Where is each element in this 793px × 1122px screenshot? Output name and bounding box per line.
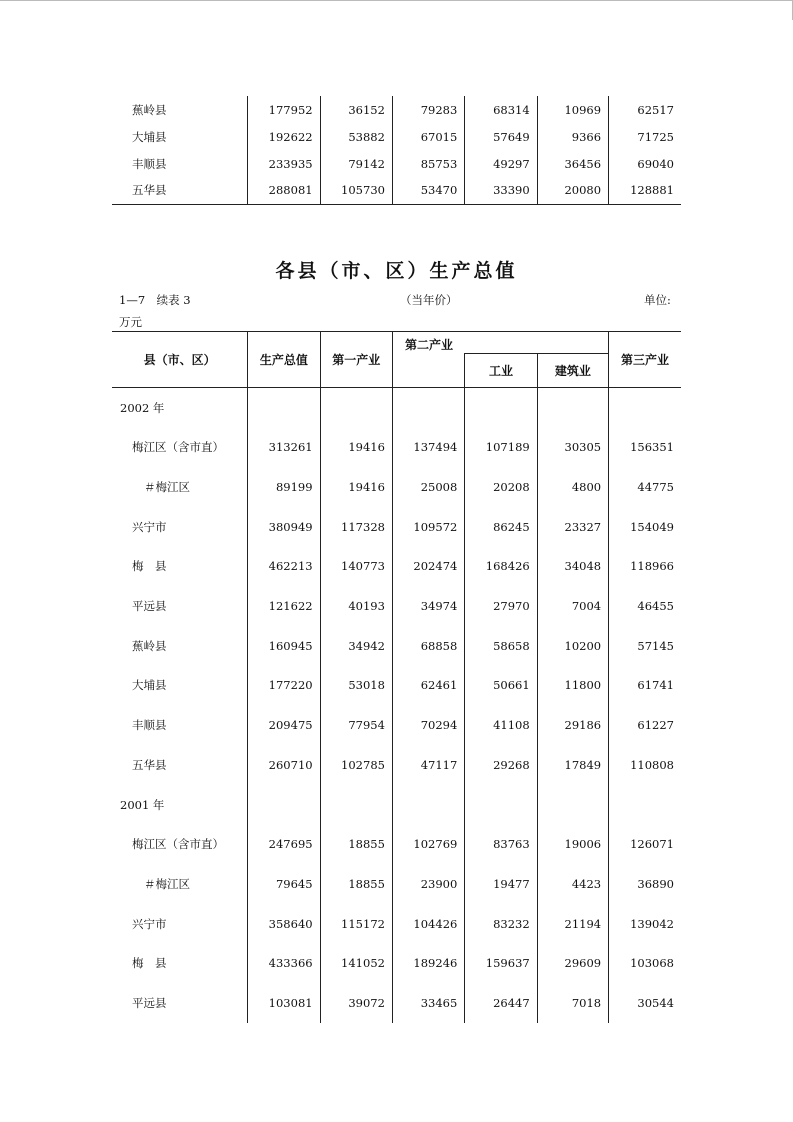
year-row [112,388,681,428]
primary-cell [320,388,392,428]
unit-value: 万元 [119,315,142,329]
tertiary-cell: 36890 [609,864,681,904]
county-name: ＃梅江区 [144,876,190,891]
continued-table-body [112,96,681,204]
industry-cell: 19477 [465,864,537,904]
secondary-cell: 70294 [392,705,464,745]
county-name: 大埔县 [132,678,167,693]
primary-cell [320,785,392,825]
industry-cell: 168426 [465,547,537,587]
table-row [112,467,681,507]
gdp-cell: 313261 [248,428,320,468]
header-secondary-total-cell [392,354,464,388]
construction-cell: 30305 [537,428,608,468]
table-row [112,547,681,587]
gdp-cell: 288081 [248,177,320,204]
tertiary-cell [609,388,681,428]
county-name: 蕉岭县 [132,102,167,117]
gdp-cell: 358640 [248,904,320,944]
construction-cell: 7004 [537,586,608,626]
construction-cell: 29609 [537,943,608,983]
primary-cell: 117328 [320,507,392,547]
table-row [112,507,681,547]
header-industry: 工业 [465,354,537,388]
table-row [112,666,681,706]
county-name: 兴宁市 [132,916,167,931]
tertiary-cell: 30544 [609,983,681,1023]
construction-cell: 29186 [537,705,608,745]
construction-cell [537,388,608,428]
county-name: 平远县 [132,995,167,1010]
secondary-cell: 25008 [392,467,464,507]
construction-cell: 20080 [537,177,608,204]
industry-cell: 159637 [465,943,537,983]
construction-cell: 34048 [537,547,608,587]
continued-table-top [112,96,681,205]
gdp-table [112,331,681,1023]
table-row [112,705,681,745]
construction-cell: 11800 [537,666,608,706]
tertiary-cell: 103068 [609,943,681,983]
table-row [112,904,681,944]
county-name: 丰顺县 [132,718,167,733]
header-primary: 第一产业 [320,332,392,388]
tertiary-cell: 44775 [609,467,681,507]
gdp-cell [248,388,320,428]
tertiary-cell: 156351 [609,428,681,468]
construction-cell: 4423 [537,864,608,904]
tertiary-cell: 71725 [609,123,681,150]
gdp-cell: 462213 [248,547,320,587]
gdp-cell: 121622 [248,586,320,626]
unit-label: 单位: [644,293,671,307]
construction-cell: 23327 [537,507,608,547]
tertiary-cell: 46455 [609,586,681,626]
secondary-cell: 137494 [392,428,464,468]
tertiary-cell: 139042 [609,904,681,944]
table-row [112,864,681,904]
industry-cell: 29268 [465,745,537,785]
page-edge [0,0,793,1]
gdp-cell: 103081 [248,983,320,1023]
construction-cell: 19006 [537,824,608,864]
secondary-cell: 68858 [392,626,464,666]
primary-cell: 105730 [320,177,392,204]
secondary-cell: 34974 [392,586,464,626]
industry-cell: 33390 [465,177,537,204]
construction-cell: 9366 [537,123,608,150]
table-row [112,428,681,468]
gdp-cell: 160945 [248,626,320,666]
table-row [112,150,681,177]
secondary-cell [392,785,464,825]
industry-cell: 41108 [465,705,537,745]
primary-cell: 53882 [320,123,392,150]
gdp-cell [248,785,320,825]
primary-cell: 115172 [320,904,392,944]
primary-cell: 79142 [320,150,392,177]
table-row [112,177,681,204]
county-name: 兴宁市 [132,519,167,534]
price-note: （当年价） [400,293,458,307]
county-name: 蕉岭县 [132,638,167,653]
primary-cell: 53018 [320,666,392,706]
table-row [112,96,681,123]
gdp-cell: 233935 [248,150,320,177]
header-county: 县（市、区） [112,332,248,388]
table-body [112,388,681,1023]
gdp-cell: 247695 [248,824,320,864]
tertiary-cell: 128881 [609,177,681,204]
secondary-cell: 67015 [392,123,464,150]
county-name: 梅江区（含市直） [132,440,224,455]
county-name: 丰顺县 [132,156,167,171]
construction-cell: 10969 [537,96,608,123]
year-label: 2002 年 [120,400,165,415]
county-name: 梅 县 [132,956,167,971]
construction-cell: 17849 [537,745,608,785]
construction-cell: 36456 [537,150,608,177]
tertiary-cell: 69040 [609,150,681,177]
tertiary-cell: 61227 [609,705,681,745]
primary-cell: 36152 [320,96,392,123]
header-gdp: 生产总值 [248,332,320,388]
gdp-cell: 209475 [248,705,320,745]
primary-cell: 77954 [320,705,392,745]
tertiary-cell: 61741 [609,666,681,706]
construction-cell: 4800 [537,467,608,507]
primary-cell: 19416 [320,428,392,468]
table-number: 1—7 续表 3 [119,293,191,307]
industry-cell: 57649 [465,123,537,150]
primary-cell: 18855 [320,864,392,904]
secondary-cell: 189246 [392,943,464,983]
tertiary-cell: 118966 [609,547,681,587]
gdp-cell: 79645 [248,864,320,904]
secondary-cell [392,388,464,428]
secondary-cell: 104426 [392,904,464,944]
county-name: 平远县 [132,599,167,614]
industry-cell: 27970 [465,586,537,626]
tertiary-cell: 154049 [609,507,681,547]
secondary-cell: 47117 [392,745,464,785]
year-row [112,785,681,825]
primary-cell: 18855 [320,824,392,864]
gdp-cell: 192622 [248,123,320,150]
gdp-cell: 89199 [248,467,320,507]
primary-cell: 39072 [320,983,392,1023]
gdp-cell: 177220 [248,666,320,706]
industry-cell [465,388,537,428]
secondary-cell: 109572 [392,507,464,547]
secondary-cell: 79283 [392,96,464,123]
primary-cell: 141052 [320,943,392,983]
construction-cell: 7018 [537,983,608,1023]
gdp-cell: 260710 [248,745,320,785]
table-row [112,745,681,785]
secondary-cell: 62461 [392,666,464,706]
tertiary-cell: 62517 [609,96,681,123]
table-row [112,824,681,864]
secondary-cell: 102769 [392,824,464,864]
gdp-cell: 177952 [248,96,320,123]
tertiary-cell: 126071 [609,824,681,864]
primary-cell: 34942 [320,626,392,666]
industry-cell: 68314 [465,96,537,123]
table-row [112,123,681,150]
county-name: 五华县 [132,757,167,772]
gdp-cell: 380949 [248,507,320,547]
table-row [112,626,681,666]
industry-cell [465,785,537,825]
industry-cell: 107189 [465,428,537,468]
primary-cell: 102785 [320,745,392,785]
gdp-cell: 433366 [248,943,320,983]
county-name: ＃梅江区 [144,480,190,495]
county-name: 大埔县 [132,129,167,144]
county-name: 五华县 [132,183,167,198]
page-title: 各县（市、区）生产总值 [275,260,518,282]
secondary-cell: 23900 [392,864,464,904]
year-label: 2001 年 [120,797,165,812]
secondary-cell: 85753 [392,150,464,177]
construction-cell [537,785,608,825]
primary-cell: 40193 [320,586,392,626]
tertiary-cell: 57145 [609,626,681,666]
industry-cell: 26447 [465,983,537,1023]
table-header [112,332,681,388]
secondary-cell: 33465 [392,983,464,1023]
industry-cell: 83232 [465,904,537,944]
tertiary-cell: 110808 [609,745,681,785]
industry-cell: 58658 [465,626,537,666]
primary-cell: 19416 [320,467,392,507]
secondary-cell: 202474 [392,547,464,587]
table-row [112,983,681,1023]
county-name: 梅江区（含市直） [132,837,224,852]
tertiary-cell [609,785,681,825]
industry-cell: 86245 [465,507,537,547]
construction-cell: 21194 [537,904,608,944]
table-row [112,943,681,983]
industry-cell: 83763 [465,824,537,864]
secondary-cell: 53470 [392,177,464,204]
header-construction: 建筑业 [537,354,608,388]
header-secondary: 第二产业 [392,332,608,354]
construction-cell: 10200 [537,626,608,666]
header-tertiary: 第三产业 [609,332,681,388]
industry-cell: 20208 [465,467,537,507]
primary-cell: 140773 [320,547,392,587]
industry-cell: 50661 [465,666,537,706]
county-name: 梅 县 [132,559,167,574]
table-row [112,586,681,626]
industry-cell: 49297 [465,150,537,177]
